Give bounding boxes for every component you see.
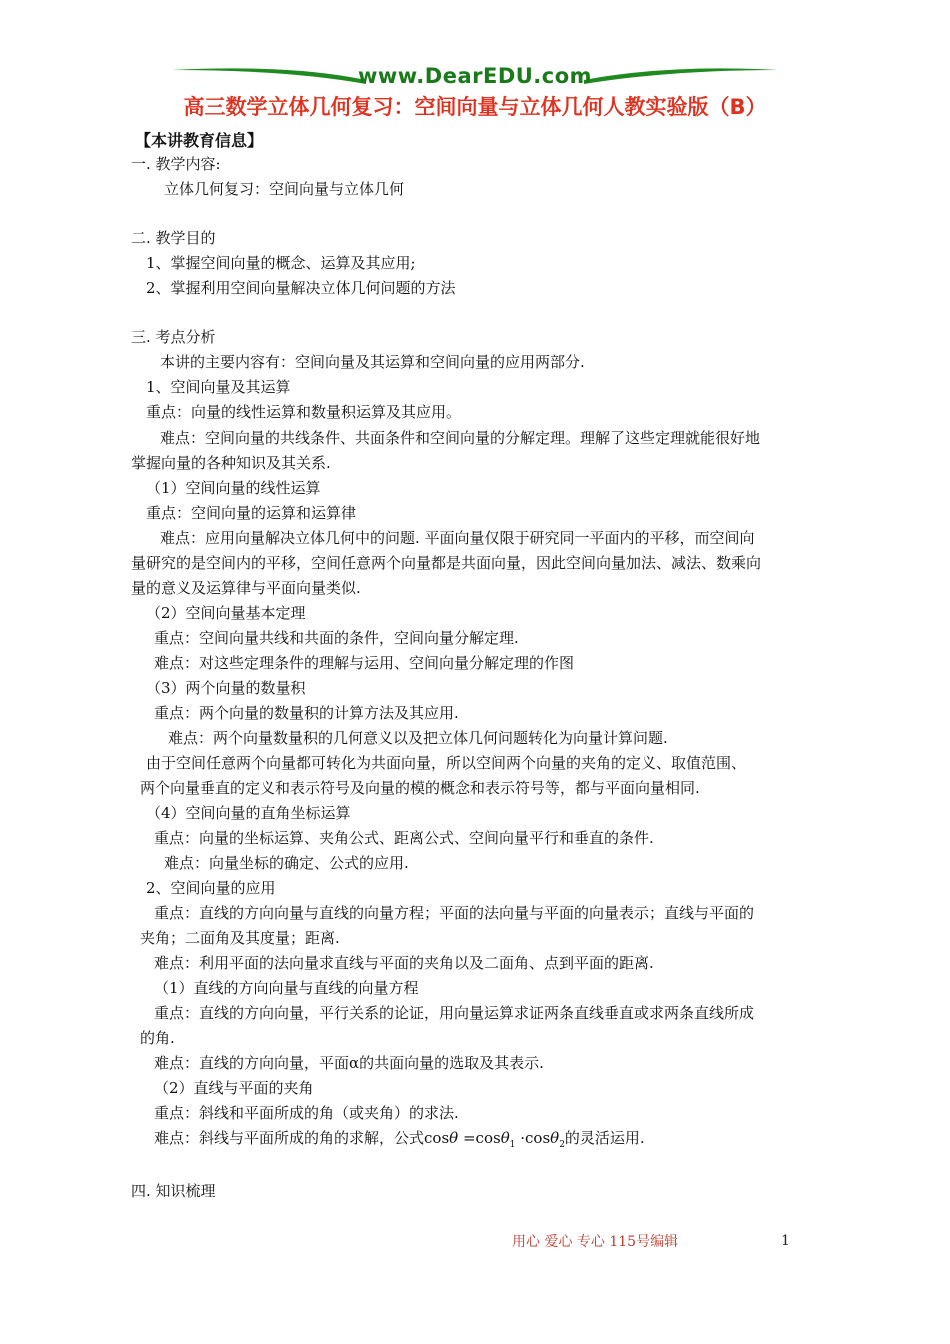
text-line: 难点：利用平面的法向量求直线与平面的夹角以及二面角、点到平面的距离. — [154, 954, 654, 972]
text-line: 重点：斜线和平面所成的角（或夹角）的求法. — [154, 1104, 459, 1122]
heading-4: 四. 知识梳理 — [131, 1182, 216, 1200]
text-line: 难点：空间向量的共线条件、共面条件和空间向量的分解定理。理解了这些定理就能很好地 — [160, 429, 761, 447]
text-line: 重点：直线的方向向量与直线的向量方程；平面的法向量与平面的向量表示；直线与平面的 — [154, 904, 755, 922]
text-line: 量的意义及运算律与平面向量类似. — [131, 579, 361, 597]
formula-line — [154, 1128, 645, 1155]
logo-text: www.DearEDU.com — [357, 64, 593, 88]
text-line: 重点：向量的坐标运算、夹角公式、距离公式、空间向量平行和垂直的条件. — [154, 829, 654, 847]
heading-3: 三. 考点分析 — [131, 328, 216, 346]
text-line: 掌握向量的各种知识及其关系. — [131, 454, 331, 472]
text-line: 1、掌握空间向量的概念、运算及其应用; — [146, 254, 416, 272]
heading-1: 一. 教学内容: — [131, 155, 221, 173]
text-line: 重点：直线的方向向量，平行关系的论证，用向量运算求证两条直线垂直或求两条直线所成 — [154, 1004, 755, 1022]
footer-text: 用心 爱心 专心 115号编辑 — [512, 1234, 679, 1250]
heading-2: 二. 教学目的 — [131, 229, 216, 247]
text-line: 重点：向量的线性运算和数量积运算及其应用。 — [146, 403, 462, 421]
text-line: 难点：向量坐标的确定、公式的应用. — [164, 854, 409, 872]
page-title: 高三数学立体几何复习：空间向量与立体几何人教实验版（B） — [183, 95, 767, 119]
text-line: （2）空间向量基本定理 — [146, 604, 306, 622]
text-line: 难点：对这些定理条件的理解与运用、空间向量分解定理的作图 — [154, 654, 575, 672]
formula: cosθ =cosθ$_1$ ·cosθ$_2$ — [424, 1129, 565, 1150]
formula-tail: 的灵活运用. — [564, 1129, 645, 1147]
section-label: 【本讲教育信息】 — [135, 131, 264, 150]
text-line: 2、空间向量的应用 — [146, 879, 276, 897]
text-line: （1）直线的方向向量与直线的向量方程 — [154, 979, 419, 997]
text-line: 难点：应用向量解决立体几何中的问题. 平面向量仅限于研究同一平面内的平移，而空间向 — [160, 529, 755, 547]
text-line: 重点：空间向量的运算和运算律 — [146, 504, 357, 522]
text-line: 由于空间任意两个向量都可转化为共面向量，所以空间两个向量的夹角的定义、取值范围、 — [146, 754, 747, 772]
text-line: （4）空间向量的直角坐标运算 — [146, 804, 351, 822]
text-line: （2）直线与平面的夹角 — [154, 1079, 314, 1097]
text-line: 的角. — [140, 1029, 175, 1047]
text-line: 两个向量垂直的定义和表示符号及向量的模的概念和表示符号等，都与平面向量相同. — [140, 779, 700, 797]
text-line: 2、掌握利用空间向量解决立体几何问题的方法 — [146, 279, 456, 297]
text-line: （1）空间向量的线性运算 — [146, 479, 321, 497]
page-number: 1 — [781, 1233, 790, 1249]
text-line: （3）两个向量的数量积 — [146, 679, 306, 697]
text-line: 量研究的是空间内的平移，空间任意两个向量都是共面向量，因此空间向量加法、减法、数乘向 — [131, 554, 762, 572]
text-line: 1、空间向量及其运算 — [146, 378, 291, 396]
text-line: 难点：直线的方向向量，平面α的共面向量的选取及其表示. — [154, 1054, 544, 1072]
text-line: 难点：两个向量数量积的几何意义以及把立体几何问题转化为向量计算问题. — [168, 729, 668, 747]
text-line: 重点：空间向量共线和共面的条件，空间向量分解定理. — [154, 629, 519, 647]
site-logo — [170, 60, 780, 94]
text-line: 难点：斜线与平面所成的角的求解，公式 — [154, 1129, 425, 1147]
text-line: 本讲的主要内容有：空间向量及其运算和空间向量的应用两部分. — [160, 353, 585, 371]
text-line: 夹角；二面角及其度量；距离. — [140, 929, 340, 947]
text-line: 立体几何复习：空间向量与立体几何 — [164, 180, 405, 198]
text-line: 重点：两个向量的数量积的计算方法及其应用. — [154, 704, 459, 722]
